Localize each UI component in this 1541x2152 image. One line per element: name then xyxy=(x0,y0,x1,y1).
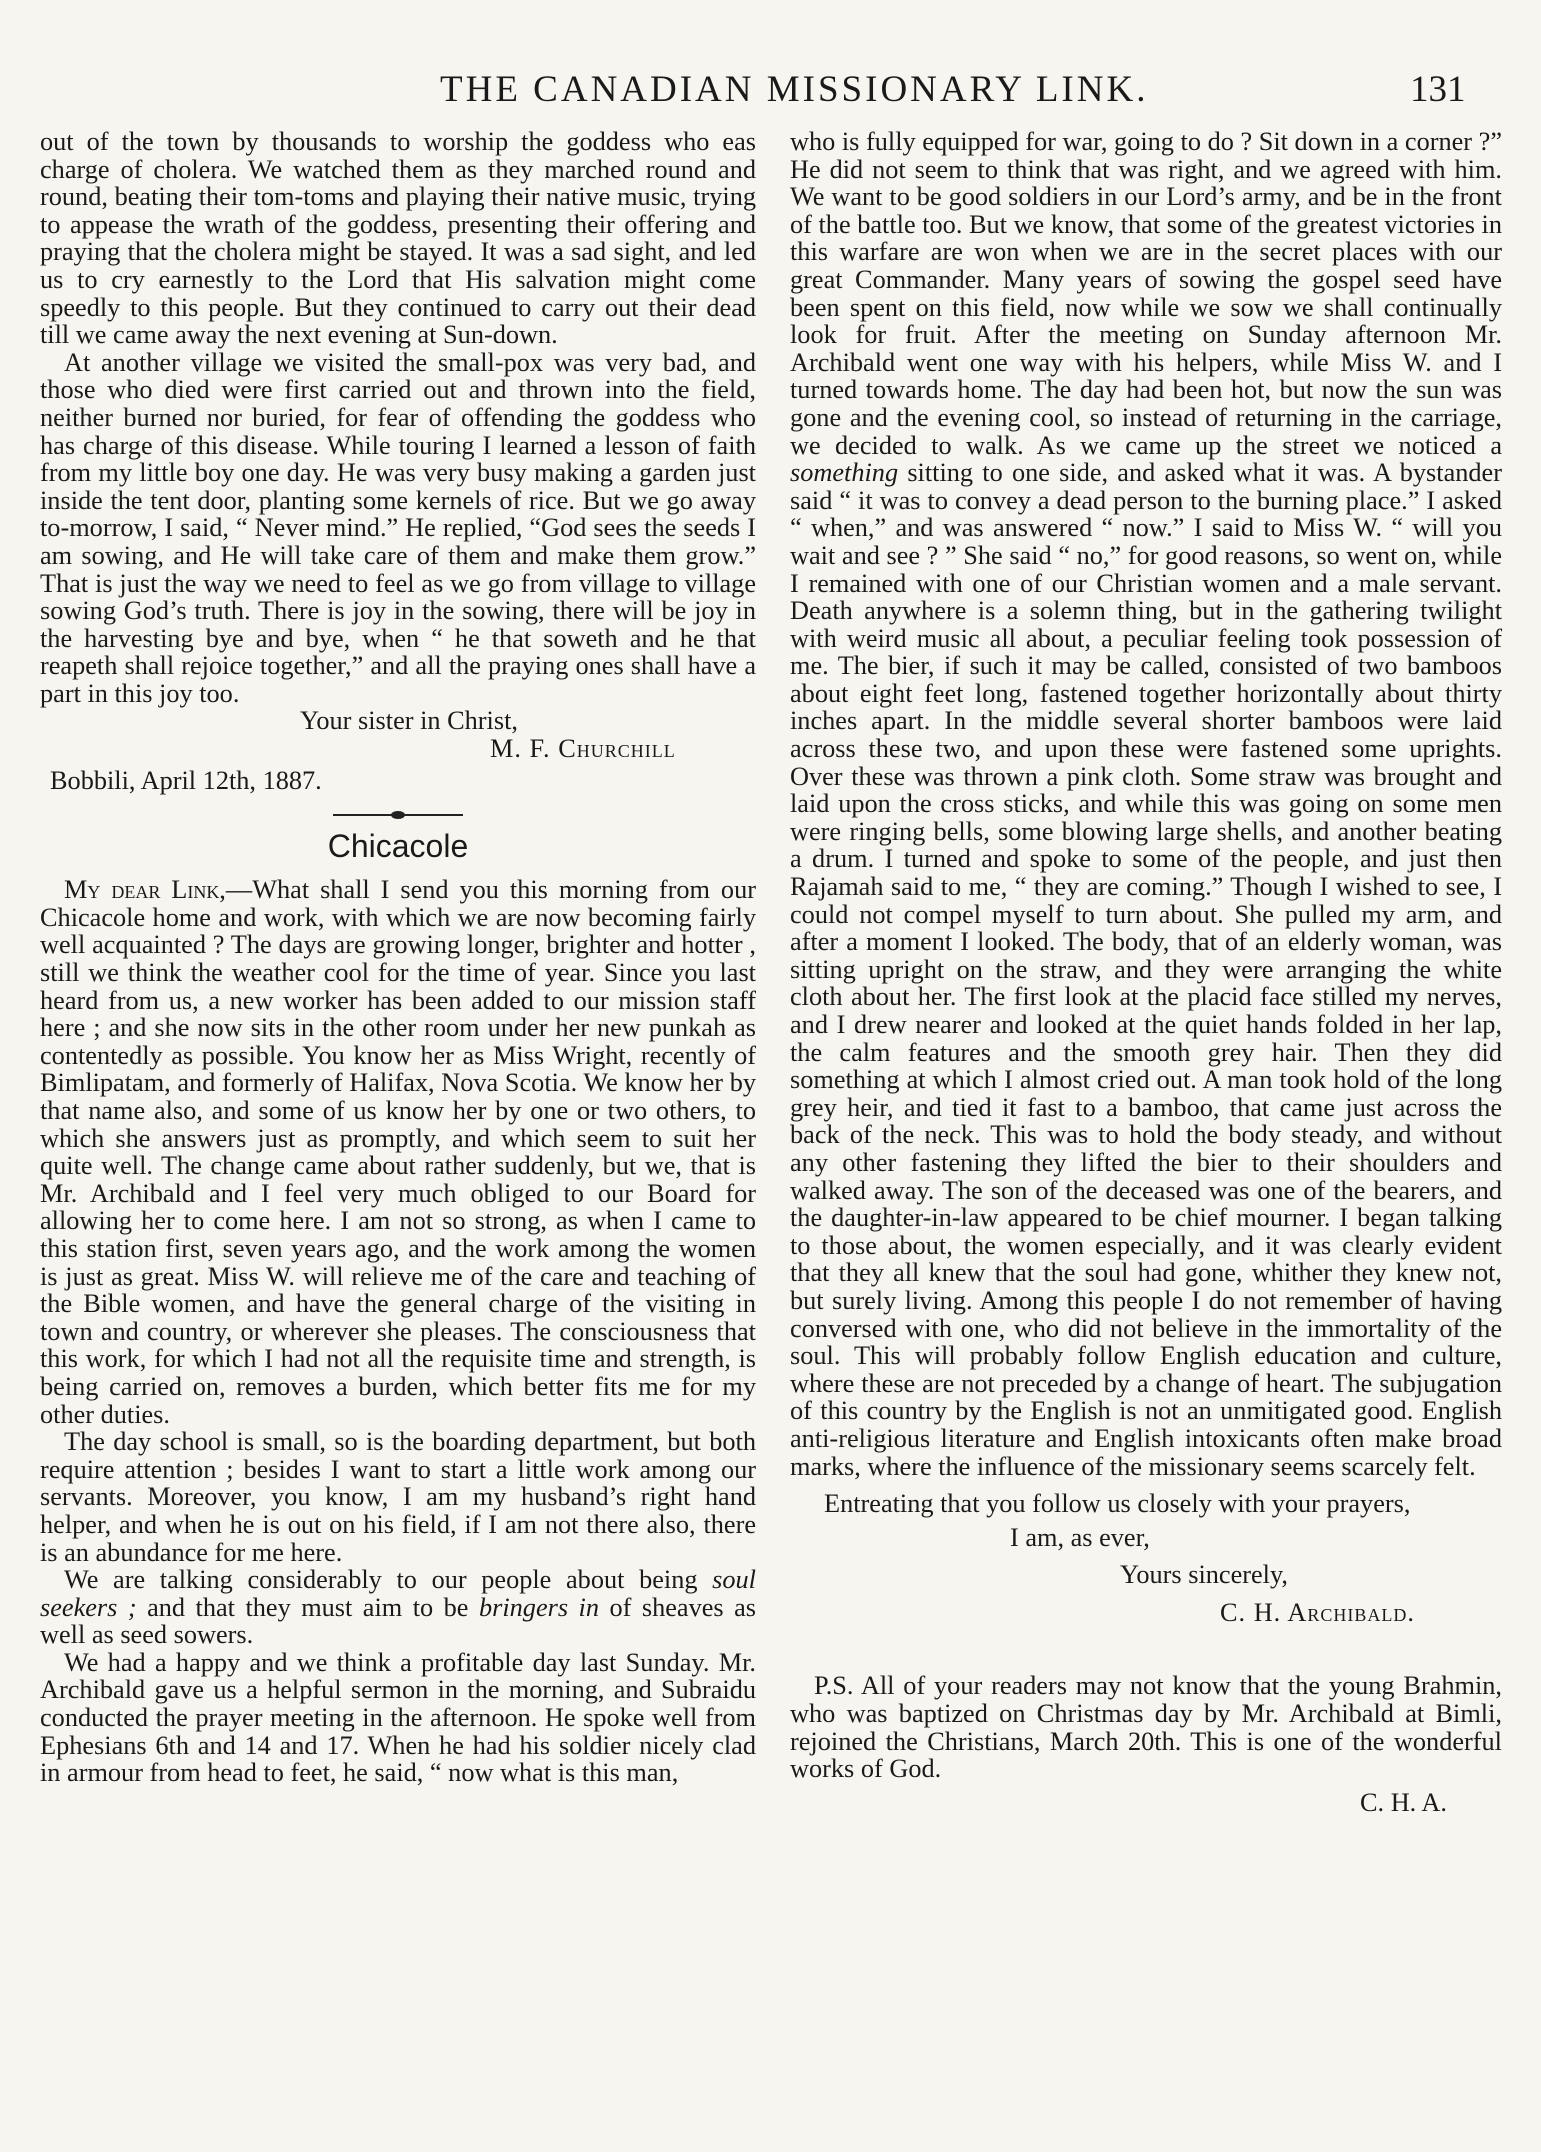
salutation: My dear Link, xyxy=(64,875,226,905)
closing-line: I am, as ever, xyxy=(1010,1522,1150,1552)
paragraph xyxy=(40,1566,756,1649)
text-run: We are talking considerably to our people about being xyxy=(64,1565,698,1595)
dateline: Bobbili, April 12th, 1887. xyxy=(50,765,322,795)
section-title: Chicacole xyxy=(327,828,469,865)
text-run: of sheaves as well as seed sowers. xyxy=(40,1592,757,1650)
emphasis: something xyxy=(790,458,899,488)
paragraph: The day school is small, so is the boarding department, but both require attention ; besides I want to start a little work among our servants. Moreover, you know, I am my husband’s right hand helper, and when he is out on his field, if I am not there also, there is an abundance for me here. xyxy=(40,1427,756,1567)
paragraph: out of the town by thousands to worship the goddess who eas charge of cholera. We watched them as they marched round and round, beating their tom-toms and playing their native music, trying to appease the wrath of the goddess, presenting their offering and praying that the cholera might be stayed. It was a sad sight, and led us to cry earnestly to the Lord that His salvation might come speedly to this people. But they continued to carry out their dead till we came away the next evening at Sun-down. xyxy=(40,127,756,350)
right-column xyxy=(790,128,1502,1816)
closing-line: Entreating that you follow us closely with your prayers, xyxy=(824,1489,1411,1519)
journal-title: THE CANADIAN MISSIONARY LINK. xyxy=(440,69,1149,110)
emphasis: soul seekers ; xyxy=(40,1565,756,1622)
paragraph xyxy=(790,128,1502,1480)
paragraph-text: —What shall I send you this morning from our Chicacole home and work, with which we are now becoming fairly well acquainted ? The days are growing longer, brighter and hotter , still we think the weather cool for the time of year. Since you last heard from us, a new worker has been added to our mission staff here ; and she now sits in the other room under her new punkah as contentedly as possible. You know her as Miss Wright, recently of Bimlipatam, and formerly of Halifax, Nova Scotia. We know her by that name also, and some of us know her by one or two others, to which she answers just as promptly, and which seem to suit her quite well. The change came about rather suddenly, but we, that is Mr. Archibald and I feel very much obliged to our Board for allowing her to come here. I am not so strong, as when I came to this station first, seven years ago, and the work among the women is just as great. Miss W. will relieve me of the care and teaching of the Bible women, and have the general charge of the visiting in town and country, or wherever she pleases. The consciousness that this work, for which I had not all the requisite time and strength, is being carried on, removes a burden, which better fits me for my other duties. xyxy=(40,875,756,1429)
page-number: 131 xyxy=(1410,69,1466,110)
text-run: who is fully equipped for war, going to do ? Sit down in a corner ?” He did not seem to think that was right, and we agreed with him. We want to be good soldiers in our Lord’s army, and be in the front of the battle too. But we know, that some of the greatest victories in this warfare are won when we are in the secret places with our great Commander. Many years of sowing the gospel seed have been spent on this field, now while we sow we shall continually look for fruit. After the meeting on Sunday afternoon Mr. Archibald went one way with his helpers, while Miss W. and I turned towards home. The day had been hot, but now the sun was gone and the evening cool, so instead of returning in the carriage, we decided to walk. As we came up the street we noticed a xyxy=(790,127,1502,460)
running-head xyxy=(0,62,1541,112)
text-run: and that they must aim to be xyxy=(147,1592,469,1622)
text-run: sitting to one side, and asked what it was. A bystander said “ it was to convey a dead person to the burning place.” I asked “ when,” and was answered “ now.” I said to Miss W. “ will you wait and see ? ” She said “ no,” for good reasons, so went on, while I remained with one of our Christian women and a male servant. Death anywhere is a solemn thing, but in the gathering twilight with weird music all about, a peculiar feeling took possession of me. The bier, if such it may be called, consisted of two bamboos about eight feet long, fastened together horizontally about thirty inches apart. In the middle several shorter bamboos were laid across these two, and upon these were fastened some uprights. Over these was thrown a pink cloth. Some straw was brought and laid upon the cross sticks, and while this was going on some men were ringing bells, some blowing large shells, and another beating a drum. I turned and spoke to some of the people, and just then Rajamah said to me, “ they are coming.” Though I wished to see, I could not compel myself to turn about. She pulled my arm, and after a moment I looked. The body, that of an elderly woman, was sitting upright on the straw, and they were arranging the white cloth about her. The first look at the placid face stilled my nerves, and I drew nearer and looked at the quiet hands folded in her lap, the calm features and the smooth grey hair. Then they did something at which I almost cried out. A man took hold of the long grey heir, and tied it fast to a bamboo, that came just across the back of the neck. This was to hold the body steady, and without any other fastening they lifted the bier to their shoulders and walked away. The son of the deceased was one of the bearers, and the daughter-in-law appeared to be chief mourner. I began talking to those about, the women especially, and it was clearly evident that they all knew that the soul had gone, whither they knew not, but surely living. Among this people I do not remember of having conversed with one, who did not believe in the immortality of the soul. This will probably follow English education and culture, where these are not preceded by a change of heart. The subjugation of this country by the English is not an unmitigated good. English anti-religious literature and English intoxicants often make broad marks, where the influence of the missionary seems scarcely felt. xyxy=(790,458,1502,1481)
paragraph xyxy=(40,876,756,1428)
letter-closing: Yours sincerely, xyxy=(1120,1560,1289,1590)
emphasis: bringers in xyxy=(478,1592,600,1622)
section-divider xyxy=(333,814,463,816)
paragraph: We had a happy and we think a profitable day last Sunday. Mr. Archibald gave us a helpful sermon in the morning, and Subraidu conducted the prayer meeting in the afternoon. He spoke well from Ephesians 6th and 14 and 17. When he had his soldier nicely clad in armour from head to feet, he said, “ now what is this man, xyxy=(40,1647,756,1788)
paragraph: At another village we visited the small-pox was very bad, and those who died were first carried out and thrown into the field, neither burned nor buried, for fear of offending the goddess who has charge of this disease. While touring I learned a lesson of faith from my little boy one day. He was very busy making a garden just inside the tent door, planting some kernels of rice. But we go away to-morrow, I said, “ Never mind.” He replied, “God sees the seeds I am sowing, and He will take care of them and make them grow.” That is just the way we need to feel as we go from village to village sowing God’s truth. There is joy in the sowing, there will be joy in the harvesting bye and bye, when “ he that soweth and he that reapeth shall rejoice together,” and all the praying ones shall have a part in this joy too. xyxy=(40,347,756,708)
letter-signature: C. H. Archibald. xyxy=(1220,1597,1415,1627)
letter-closing: Your sister in Christ, xyxy=(300,706,518,736)
left-column xyxy=(40,128,756,1787)
postscript-initials: C. H. A. xyxy=(1360,1787,1447,1817)
postscript: P.S. All of your readers may not know that the young Brahmin, who was baptized on Christmas day by Mr. Archibald at Bimli, rejoined the Christians, March 20th. This is one of the wonderful works of God. xyxy=(790,1671,1502,1784)
letter-signature: M. F. Churchill xyxy=(490,734,676,764)
